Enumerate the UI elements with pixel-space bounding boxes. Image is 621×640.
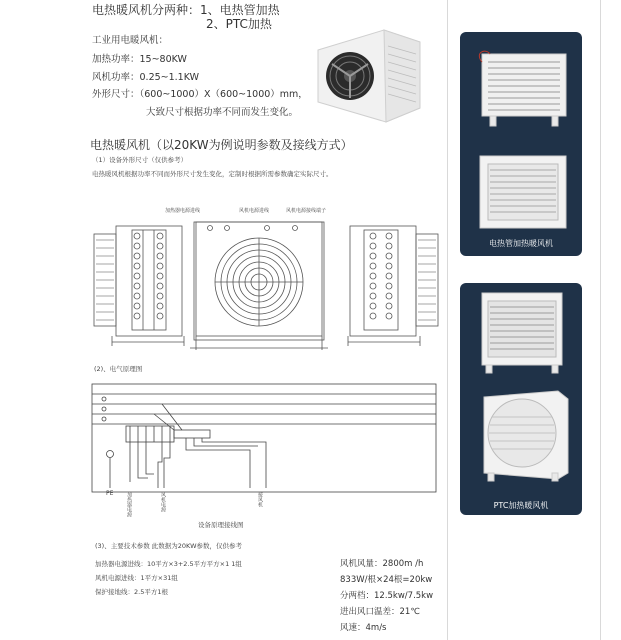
section1-title: 电热暖风机（以20KW为例说明参数及接线方式） (90, 138, 353, 152)
spec-category: 工业用电暖风机： (92, 35, 169, 46)
param-right-0: 风机风量：2800m /h (340, 559, 424, 569)
wiring-diagram (90, 378, 440, 498)
spec-fan-power: 风机功率：0.25~1.1KW (92, 72, 200, 83)
wiring-caption: 设备原理接线图 (198, 521, 244, 529)
section1-subtitle: （1）设备外形尺寸（仅供参考） (92, 156, 188, 164)
wiring-label-pe: PE (106, 490, 114, 497)
tube-heater-label: 电热管加热暖风机 (489, 239, 553, 248)
param-right-4: 风速：4m/s (340, 623, 387, 633)
tube-heater-photo-top (480, 46, 570, 130)
ptc-heater-panel (460, 283, 582, 515)
param-right-3: 进出风口温差：21℃ (340, 607, 420, 617)
ptc-heater-photo-top (478, 289, 570, 375)
wiring-label-heater-power: 加热器电源 (126, 492, 132, 517)
outline-dimension-drawing (92, 212, 442, 357)
guide-line (600, 0, 601, 640)
drawing-label-heater-input: 加热器电源进线 (165, 208, 201, 214)
param-left-0: 加热器电源进线：10平方×3+2.5平方平方×1 1组 (95, 560, 242, 568)
section2-title: (2)、电气原理图 (94, 365, 143, 373)
ptc-heater-photo-bottom (478, 387, 572, 483)
ptc-heater-label: PTC加热暖风机 (493, 501, 549, 510)
tube-heater-photo-bottom (478, 150, 570, 234)
wiring-label-fan: 接风机 (257, 492, 263, 507)
drawing-label-fan-terminal: 风机电源接线端子 (286, 208, 327, 214)
section3-title: (3)、主要技术参数 此数据为20KW参数，仅供参考 (95, 542, 243, 550)
spec-heating-power: 加热功率：15~80KW (92, 54, 187, 65)
param-left-1: 风机电源进线：1平方×31组 (95, 574, 178, 582)
guide-line (447, 0, 448, 640)
section1-note: 电热暖风机根据功率不同而外形尺寸发生变化，定制时根据所需参数确定实际尺寸。 (92, 170, 333, 178)
wiring-label-fan-power: 风机电源 (160, 492, 166, 512)
param-right-1: 833W/根×24根=20kw (340, 575, 433, 585)
page-title-line1: 电热暖风机分两种：1、电热管加热 (92, 3, 280, 17)
param-right-2: 分两档：12.5kw/7.5kw (340, 591, 434, 601)
heater-product-photo (316, 20, 424, 124)
param-left-2: 保护接地线：2.5平方1根 (95, 588, 168, 596)
spec-dimensions-note: 大致尺寸根据功率不同而发生变化。 (146, 107, 299, 118)
spec-dimensions: 外形尺寸：（600~1000）X（600~1000）mm， (92, 89, 308, 100)
page-title-line2: 2、PTC加热 (206, 17, 272, 31)
drawing-label-fan-input: 风机电源进线 (239, 208, 270, 214)
tube-heater-panel (460, 32, 582, 256)
